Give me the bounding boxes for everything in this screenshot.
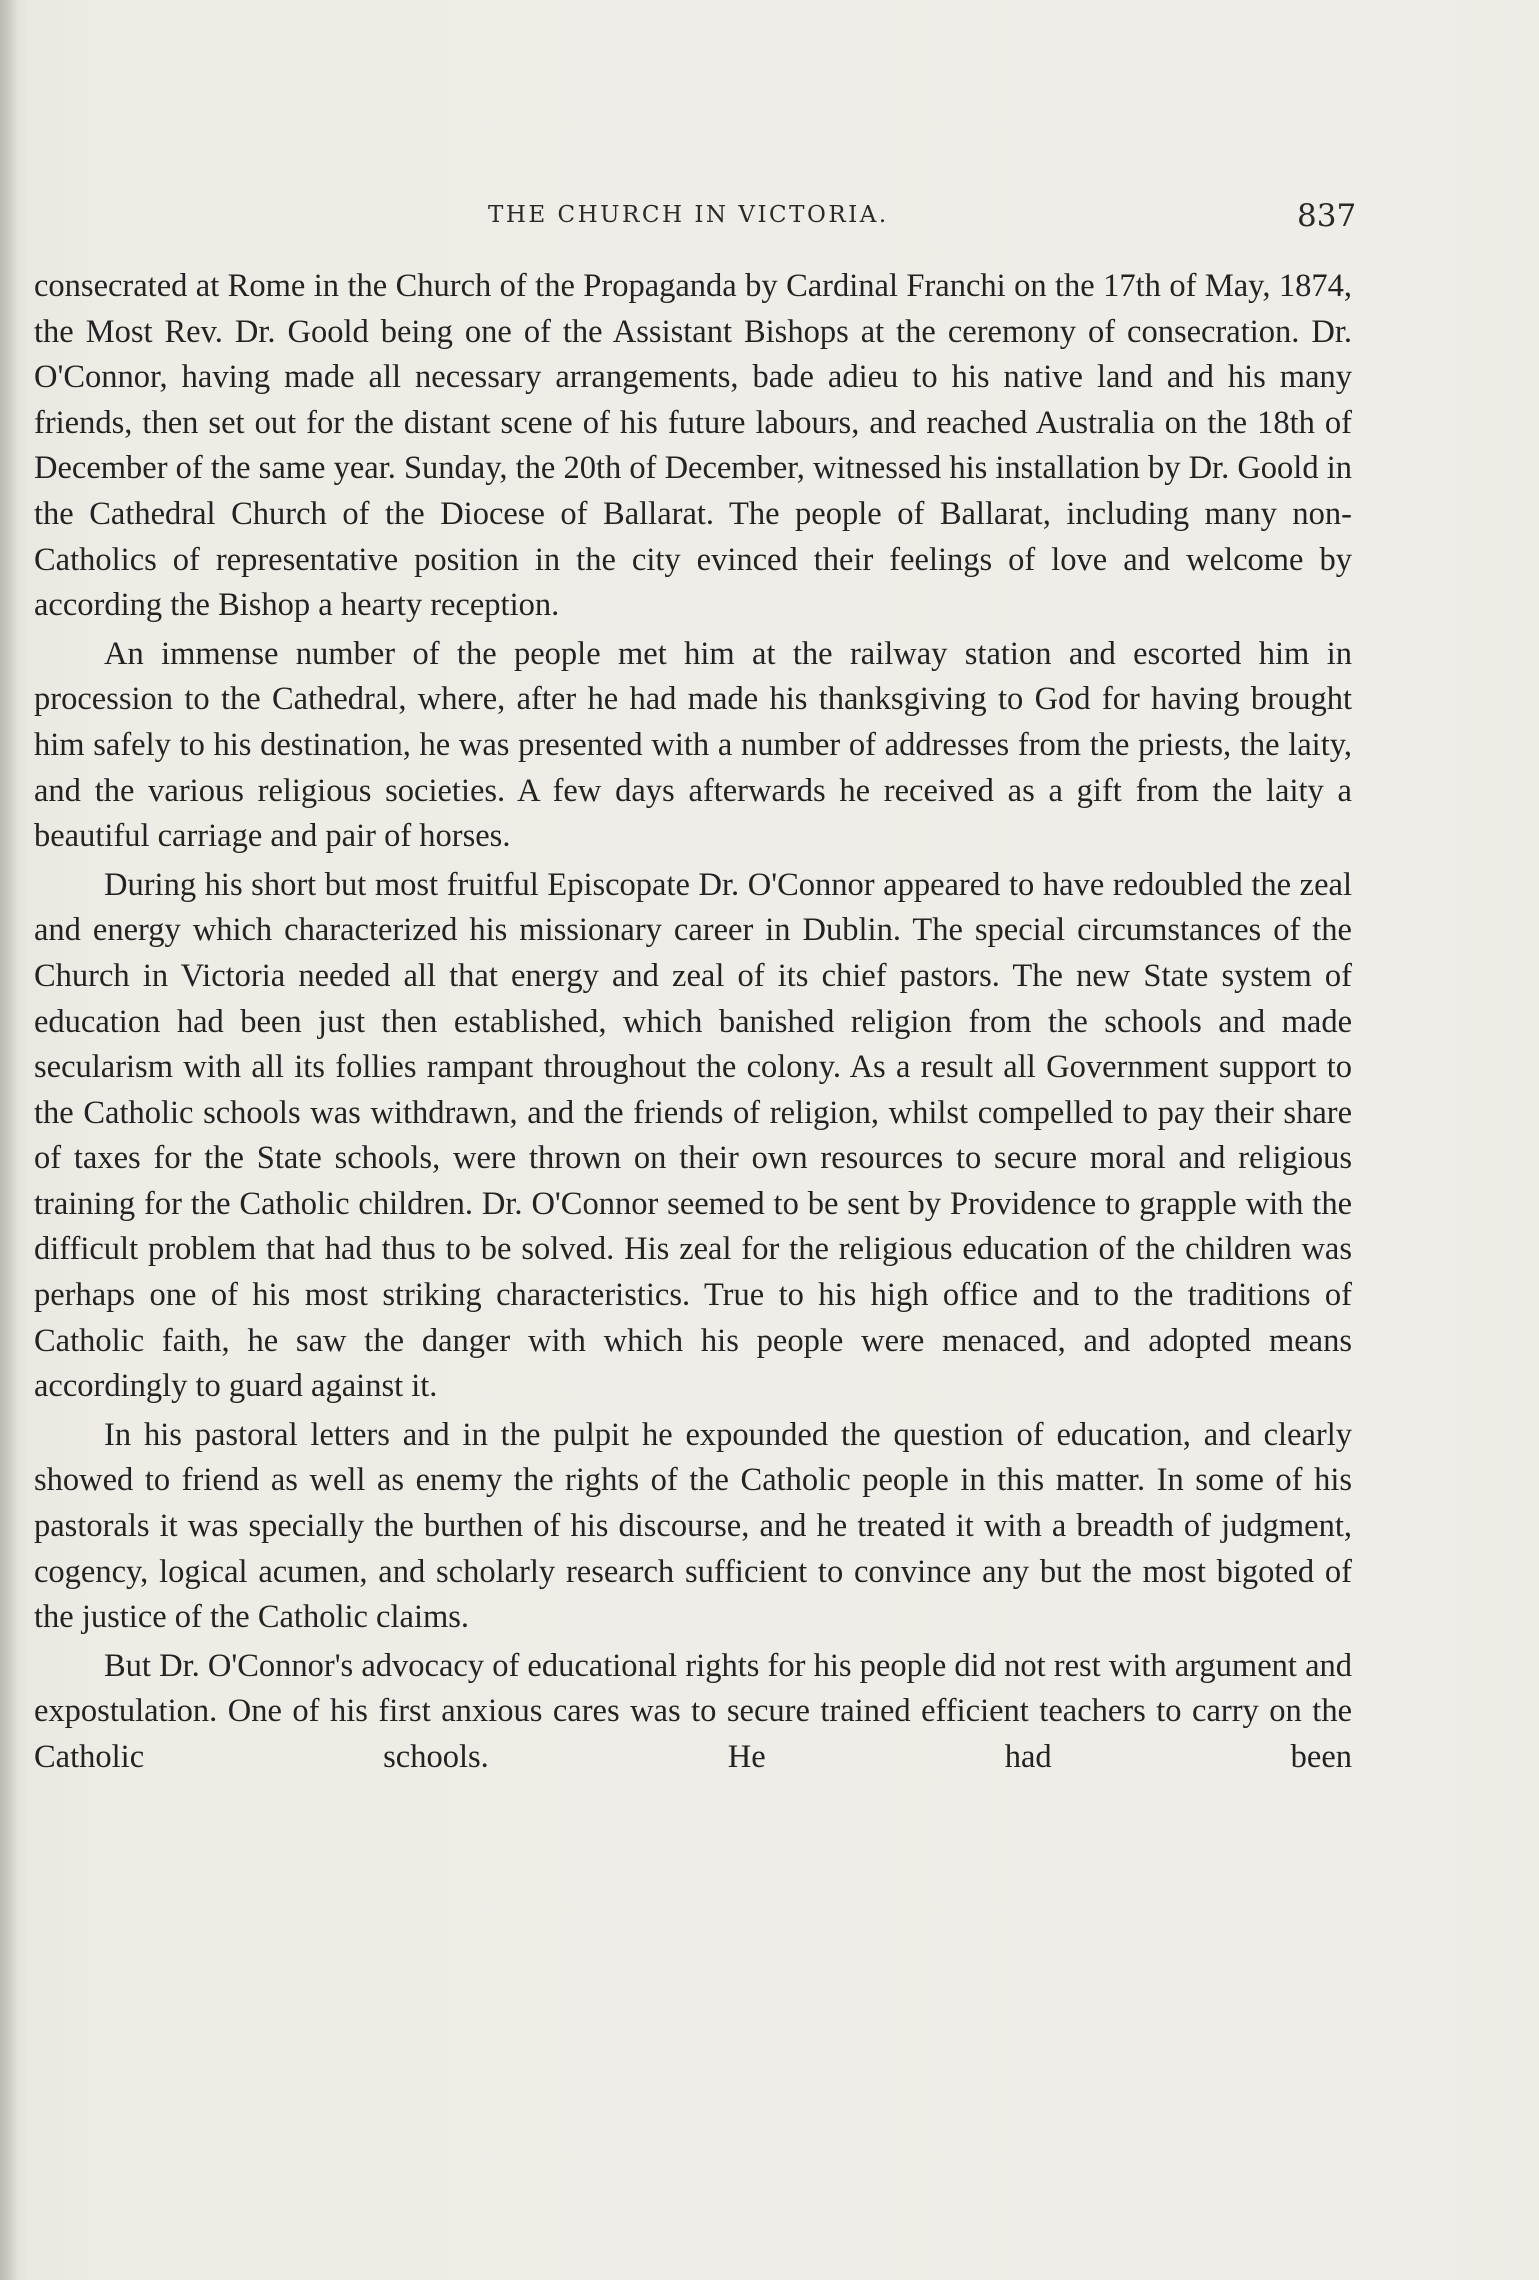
paragraph-1: consecrated at Rome in the Church of the Propaganda by Cardinal Franchi on the 17th of May, 1874, the Most Rev. Dr. Goold being one of the Assistant Bishops at the ceremony of consecration. Dr. O'Connor, having made all necessary arrangements, bade adieu to his native land and his many friends, then set out for the distant scene of his future labours, and reached Australia on the 18th of December of the same year. Sunday, the 20th of December, witnessed his installation by Dr. Goold in the Cathedral Church of the Diocese of Ballarat. The people of Ballarat, including many non-Catholics of representative position in the city evinced their feelings of love and welcome by according the Bishop a hearty reception. xyxy=(34,268,1352,624)
page-gutter-shadow xyxy=(0,0,18,2280)
paragraph-2: An immense number of the people met him at the railway station and escorted him in procession to the Cathedral, where, after he had made his thanksgiving to God for having brought him safely to his destination, he was presented with a number of addresses from the priests, the laity, and the various religious societies. A few days afterwards he received as a gift from the laity a beautiful carriage and pair of horses. xyxy=(34,635,1352,855)
running-title: THE CHURCH IN VICTORIA. xyxy=(488,202,889,228)
paragraph-5: But Dr. O'Connor's advocacy of educational rights for his people did not rest with argument and expostulation. One of his first anxious cares was to secure trained efficient teachers to carry on the Catholic schools. He had been xyxy=(34,1647,1352,1775)
paragraph-3: During his short but most fruitful Episcopate Dr. O'Connor appeared to have redoubled the zeal and energy which characterized his missionary career in Dublin. The special circumstances of the Church in Victoria needed all that energy and zeal of its chief pastors. The new State system of education had been just then established, which banished religion from the schools and made secularism with all its follies rampant throughout the colony. As a result all Government support to the Catholic schools was withdrawn, and the friends of religion, whilst compelled to pay their share of taxes for the State schools, were thrown on their own resources to secure moral and religious training for the Catholic children. Dr. O'Connor seemed to be sent by Providence to grapple with the difficult problem that had thus to be solved. His zeal for the religious education of the children was perhaps one of his most striking characteristics. True to his high office and to the traditions of Catholic faith, he saw the danger with which his people were menaced, and adopted means accordingly to guard against it. xyxy=(34,866,1352,1405)
paragraph-4: In his pastoral letters and in the pulpit he expounded the question of education, and clearly showed to friend as well as enemy the rights of the Catholic people in this matter. In some of his pastorals it was specially the burthen of his discourse, and he treated it with a breadth of judgment, cogency, logical acumen, and scholarly research sufficient to convince any but the most bigoted of the justice of the Catholic claims. xyxy=(34,1416,1352,1636)
running-header xyxy=(0,198,1539,238)
body-text xyxy=(34,264,1352,1784)
page-number: 837 xyxy=(1297,198,1357,234)
